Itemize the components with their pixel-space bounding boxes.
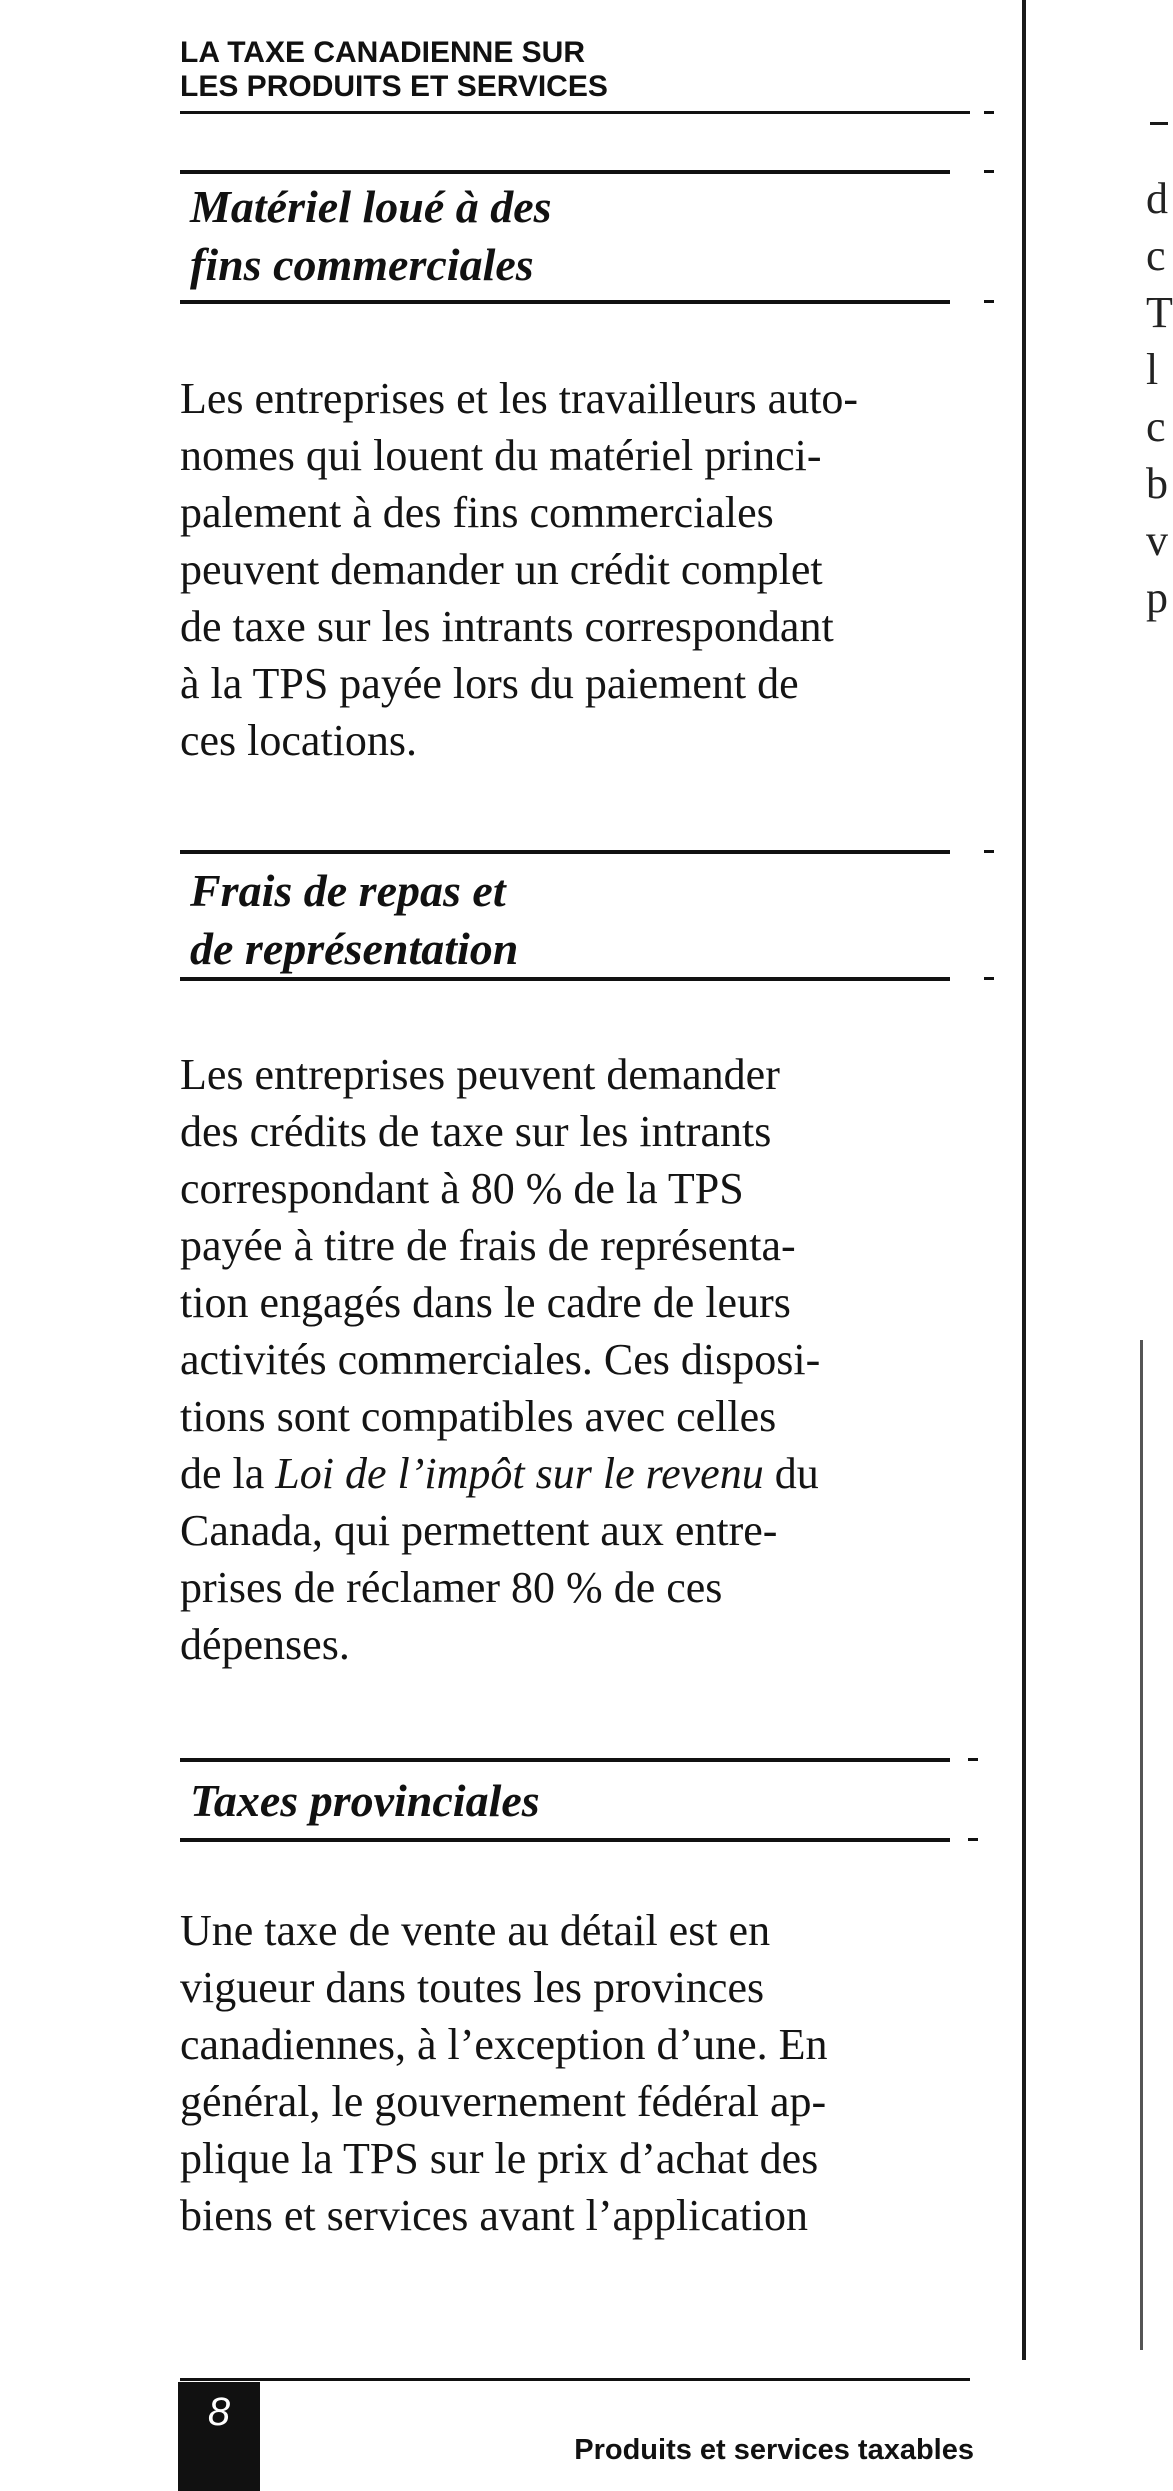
section-2-title-line-1: Frais de repas et	[190, 865, 506, 916]
section-2-title-line-2: de représentation	[190, 923, 519, 974]
adjacent-letter: b	[1146, 459, 1168, 508]
section-2-title	[190, 862, 518, 978]
edge-tick	[984, 300, 994, 303]
edge-tick	[968, 1758, 978, 1761]
section-3-top-rule	[180, 1758, 950, 1762]
page-fold	[1022, 0, 1026, 2360]
section-1-title-line-2: fins commerciales	[190, 239, 534, 290]
adjacent-page-edge	[1140, 1340, 1143, 2350]
edge-tick	[984, 977, 994, 980]
section-1-bottom-rule	[180, 300, 950, 304]
section-1-top-rule	[180, 170, 950, 174]
adjacent-letter: c	[1146, 231, 1166, 280]
section-3-title: Taxes provinciales	[190, 1775, 540, 1826]
running-head	[180, 36, 608, 104]
section-3-body: Une taxe de vente au détail est en vigueur dans toutes les provinces canadiennes, à l’exception d’une. En général, le gouvernement fédéral ap- plique la TPS sur le prix d’achat des biens et services avant l’application	[180, 1906, 828, 2240]
footer-label: Produits et services taxables	[574, 2434, 974, 2466]
edge-tick	[984, 850, 994, 853]
adjacent-letter: c	[1146, 402, 1166, 451]
section-1-title	[190, 178, 552, 294]
running-head-line-2: LES PRODUITS ET SERVICES	[180, 70, 608, 103]
section-3-bottom-rule	[180, 1838, 950, 1842]
section-1-body: Les entreprises et les travailleurs auto- nomes qui louent du matériel princi- palement à des fins commerciales peuvent demander un crédit complet de taxe sur les intrants correspondant à la TPS payée lors du paiement de ces locations.	[180, 374, 859, 765]
section-2-body	[180, 1046, 960, 1673]
adjacent-letter: l	[1146, 345, 1159, 394]
adjacent-letter: v	[1146, 516, 1168, 565]
adjacent-page-text	[1146, 170, 1173, 626]
section-2-body-part-1: Les entreprises peuvent demander des crédits de taxe sur les intrants correspondant à 80 % de la TPS payée à titre de frais de représenta- tion engagés dans le cadre de leurs activités commerciales. Ces disposi- tions sont compatibles avec celles de la	[180, 1050, 821, 1498]
edge-tick	[968, 1838, 978, 1841]
edge-tick	[984, 111, 994, 114]
adjacent-letter: d	[1146, 174, 1168, 223]
section-2-top-rule	[180, 850, 950, 854]
adjacent-page-rule	[1150, 122, 1168, 125]
page-number: 8	[178, 2382, 260, 2491]
running-head-rule	[180, 111, 970, 114]
running-head-line-1: LA TAXE CANADIENNE SUR	[180, 36, 586, 69]
footer-rule	[180, 2378, 970, 2381]
law-title: Loi de l’impôt sur le revenu	[275, 1449, 764, 1498]
section-2-bottom-rule	[180, 977, 950, 981]
adjacent-letter: T	[1146, 288, 1173, 337]
edge-tick	[984, 170, 994, 173]
section-1-title-line-1: Matériel loué à des	[190, 181, 552, 232]
section-2-body-part-2: du Canada, qui permettent aux entre- prises de réclamer 80 % de ces dépenses.	[180, 1449, 819, 1669]
adjacent-letter: p	[1146, 573, 1168, 622]
